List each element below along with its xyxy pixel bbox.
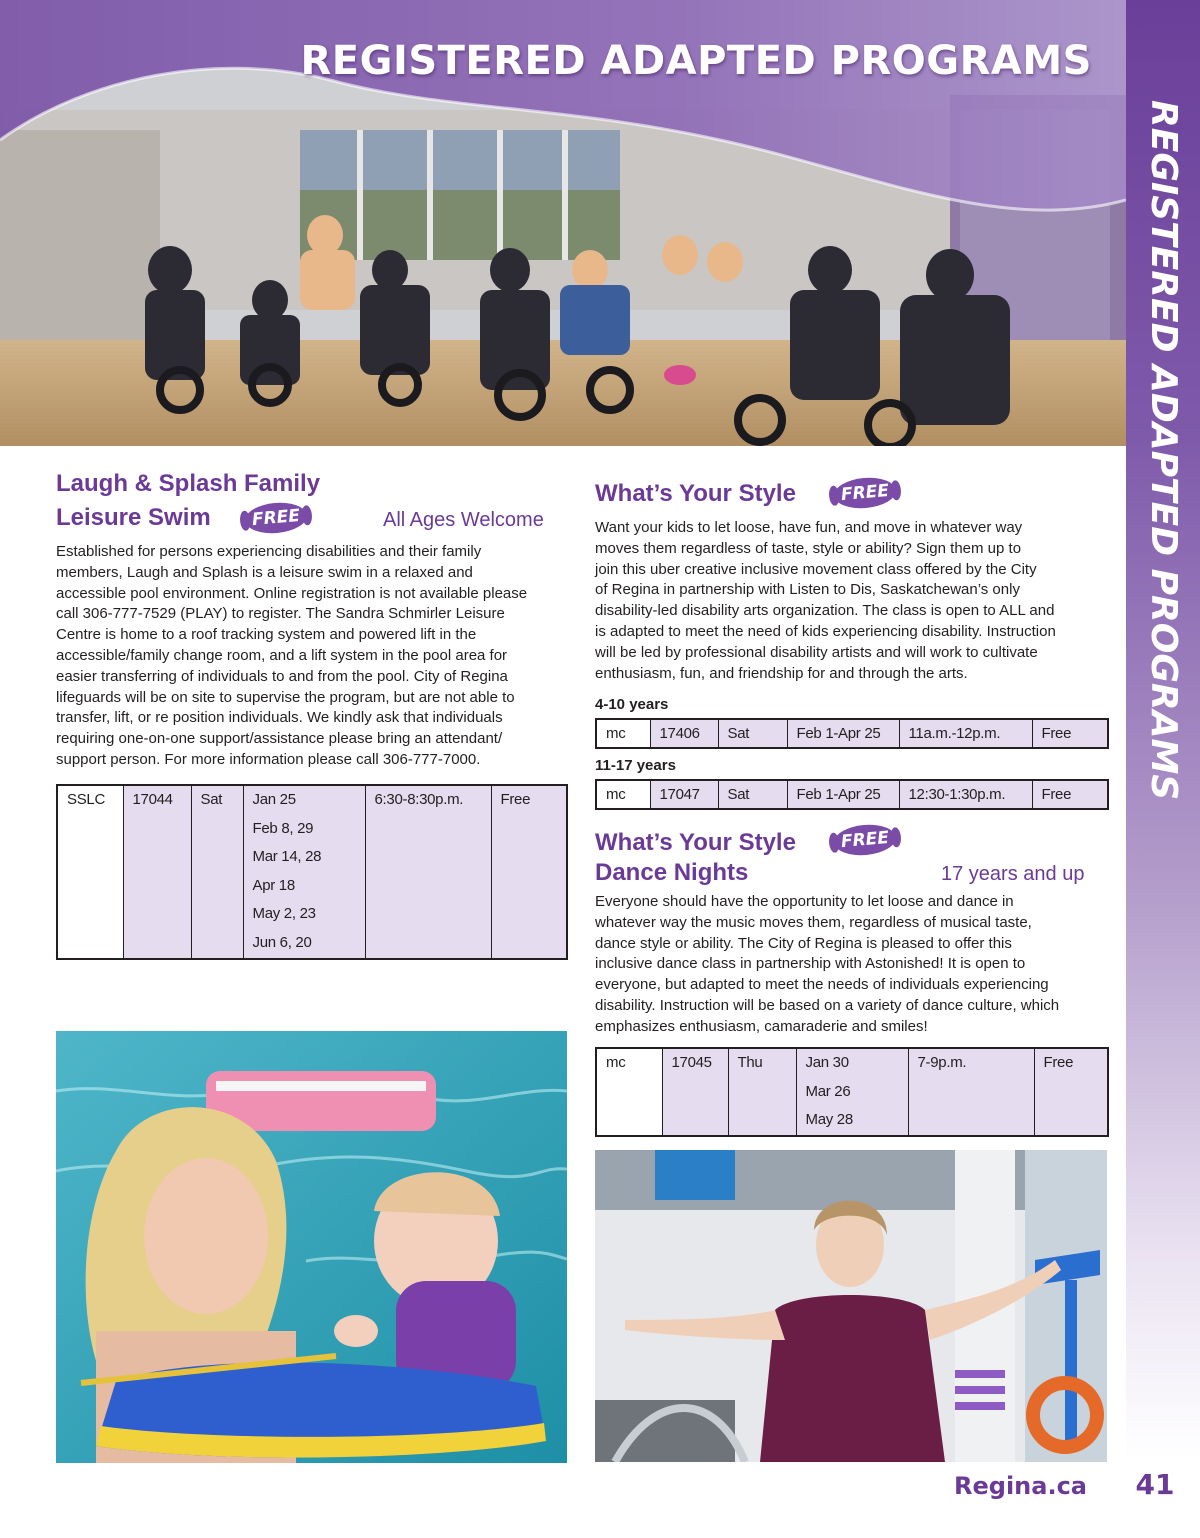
text-line: dance style or ability. The City of Regina is pleased to offer this xyxy=(595,934,1012,952)
text-line: disability. Instruction will be based on a variety of dance culture, which xyxy=(595,996,1060,1014)
text-line: inclusive dance class in partnership with Astonished! It is open to xyxy=(595,955,1026,973)
pool-photo-mother-baby xyxy=(56,1031,567,1463)
text-line: requiring one-on-one support/assistance please bring an attendant/ xyxy=(56,730,503,748)
age-group-label: 4-10 years xyxy=(595,696,669,713)
text-line: emphasizes enthusiasm, camaraderie and smiles! xyxy=(595,1017,928,1035)
text-line: members, Laugh and Splash is a leisure swim in a relaxed and xyxy=(56,563,473,581)
website-link[interactable]: Regina.ca xyxy=(954,1472,1087,1500)
fee-cell: Free xyxy=(491,785,567,959)
fee-cell: Free xyxy=(1032,780,1108,809)
text-line: everyone, but adapted to meet the needs of individuals experiencing xyxy=(595,976,1049,994)
text-line: whatever way the music moves them, regardless of musical taste, xyxy=(595,913,1032,931)
text-line: is adapted to meet the need of kids experiencing disability. Instruction xyxy=(595,622,1056,640)
laugh-splash-title-line2: Leisure Swim xyxy=(56,504,211,531)
text-line: accessible pool environment. Online registration is not available please xyxy=(56,584,528,602)
whats-your-style-description xyxy=(595,518,1109,684)
day-cell: Thu xyxy=(728,1048,796,1136)
text-line: of Regina in partnership with Listen to Dis, Saskatchewan’s only xyxy=(595,581,1020,599)
text-line: call 306-777-7529 (PLAY) to register. The Sandra Schmirler Leisure xyxy=(56,605,505,623)
text-line: accessible/family change room, and a lift system in the pool area for xyxy=(56,646,508,664)
page-title: REGISTERED ADAPTED PROGRAMS xyxy=(300,38,1092,84)
whats-your-style-schedule-table-4-10 xyxy=(595,718,1109,749)
day-cell: Sat xyxy=(191,785,243,959)
laugh-splash-title-line1: Laugh & Splash Family xyxy=(56,470,321,497)
page-number: 41 xyxy=(1135,1468,1175,1501)
text-line: will be led by professional disability artists and will work to cultivate xyxy=(595,643,1038,661)
day-cell: Sat xyxy=(718,719,787,748)
text-line: moves them regardless of taste, style or ability? Sign them up to xyxy=(595,539,1022,557)
location-cell: SSLC xyxy=(57,785,123,959)
text-line: join this uber creative inclusive movement class offered by the City xyxy=(595,560,1037,578)
location-cell: mc xyxy=(596,1048,662,1136)
time-cell: 7-9p.m. xyxy=(908,1048,1034,1136)
table-row xyxy=(57,785,567,959)
text-line: Established for persons experiencing disabilities and their family xyxy=(56,543,482,560)
side-band-label: REGISTERED ADAPTED PROGRAMS xyxy=(1143,100,1184,801)
time-cell: 12:30-1:30p.m. xyxy=(899,780,1032,809)
whats-your-style-schedule-table-11-17 xyxy=(595,779,1109,810)
course-code-cell: 17045 xyxy=(662,1048,728,1136)
fee-cell: Free xyxy=(1032,719,1108,748)
time-cell: 6:30-8:30p.m. xyxy=(365,785,491,959)
laugh-splash-description xyxy=(56,542,568,771)
laugh-splash-ages: All Ages Welcome xyxy=(383,509,544,531)
side-band xyxy=(1126,0,1200,1460)
text-line: disability-led disability arts organization. The class is open to ALL and xyxy=(595,602,1055,620)
free-badge: FREE xyxy=(834,478,896,508)
dates-cell: Jan 25 Feb 8, 29 Mar 14, 28 Apr 18 May 2, 23 Jun 6, 20 xyxy=(243,785,365,959)
day-cell: Sat xyxy=(718,780,787,809)
laugh-splash-schedule-table xyxy=(56,784,568,960)
dance-nights-title-line2: Dance Nights xyxy=(595,859,749,886)
dates-cell: Feb 1-Apr 25 xyxy=(787,719,899,748)
text-line: Everyone should have the opportunity to let loose and dance in xyxy=(595,893,1014,910)
free-badge: FREE xyxy=(245,503,307,533)
text-line: Want your kids to let loose, have fun, and move in whatever way xyxy=(595,519,1023,536)
dance-nights-description xyxy=(595,892,1109,1038)
text-line: lifeguards will be on site to supervise the program, but are not able to xyxy=(56,688,515,706)
text-line: enthusiasm, fun, and friendship for and through the arts. xyxy=(595,664,968,682)
time-cell: 11a.m.-12p.m. xyxy=(899,719,1032,748)
course-code-cell: 17044 xyxy=(123,785,191,959)
course-code-cell: 17406 xyxy=(650,719,718,748)
dance-nights-title-line1: What’s Your Style xyxy=(595,829,796,856)
location-cell: mc xyxy=(596,780,650,809)
dance-nights-ages: 17 years and up xyxy=(941,863,1085,885)
dance-nights-schedule-table xyxy=(595,1047,1109,1137)
dates-cell: Jan 30 Mar 26 May 28 xyxy=(796,1048,908,1136)
age-group-label: 11-17 years xyxy=(595,757,676,774)
pool-photo-instructor xyxy=(595,1150,1107,1462)
dates-cell: Feb 1-Apr 25 xyxy=(787,780,899,809)
text-line: support person. For more information please call 306-777-7000. xyxy=(56,750,481,768)
text-line: Centre is home to a roof tracking system and powered lift in the xyxy=(56,626,477,644)
free-badge: FREE xyxy=(834,825,896,855)
table-row xyxy=(596,780,1108,809)
text-line: easier transferring of individuals to and from the pool. City of Regina xyxy=(56,667,508,685)
location-cell: mc xyxy=(596,719,650,748)
hero-photo xyxy=(0,0,1126,446)
course-code-cell: 17047 xyxy=(650,780,718,809)
table-row xyxy=(596,719,1108,748)
whats-your-style-title: What’s Your Style xyxy=(595,480,796,507)
fee-cell: Free xyxy=(1034,1048,1108,1136)
table-row xyxy=(596,1048,1108,1136)
text-line: transfer, lift, or re position individuals. We kindly ask that individuals xyxy=(56,709,503,727)
